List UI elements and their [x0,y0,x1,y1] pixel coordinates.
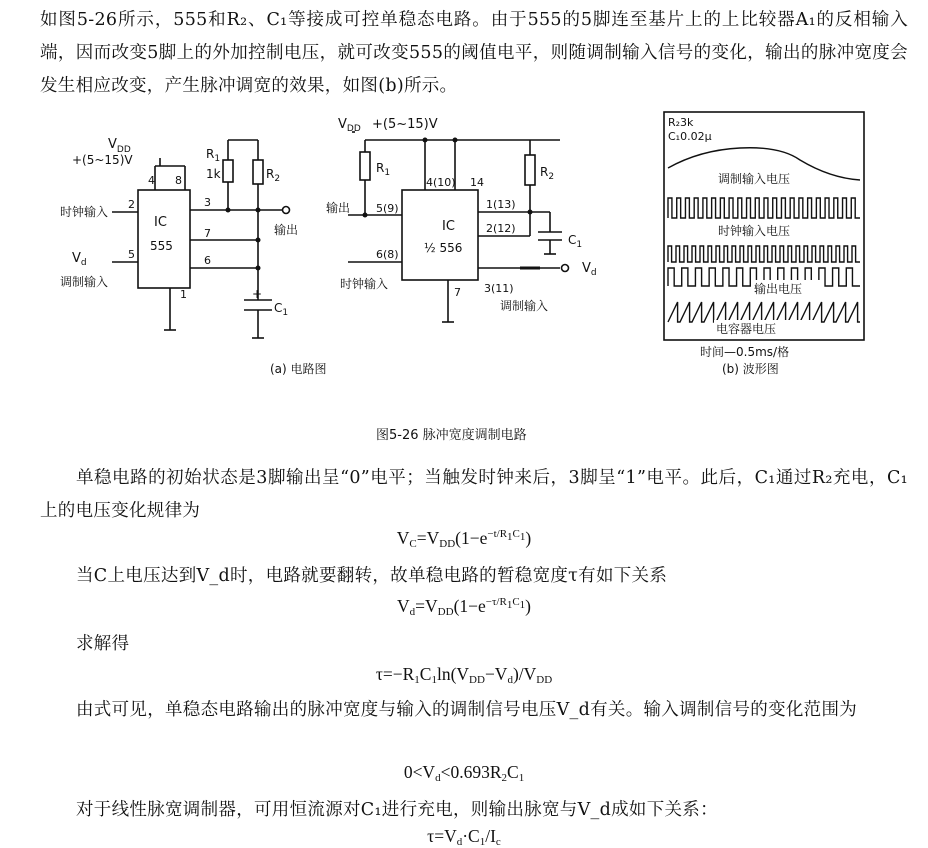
svg-text:VDD: $V_{DD}$ [108,137,131,155]
svg-text:C1: $C_1$ [274,301,289,318]
svg-text:+: + [252,287,263,301]
figure-caption: 图5-26 脉冲宽度调制电路 [376,428,527,443]
svg-text:7: 7 [454,286,461,299]
svg-text:Vd: $V_d$ [582,261,597,278]
equation-2: $V_d=V_{DD}(1-e^{-\tau/R_1C_1})$ [397,596,531,618]
intro-paragraph: 如图5-26所示，555和R₂、C₁等接成可控单稳态电路。由于555的5脚连至基片上的上比较器A₁的反相输入端，因而改变5脚上的外加控制电压，就可改变555的阈值电平，则随调制输入信号的变化，输出的脉冲宽度会发生相应改变，产生脉冲调宽的效果，如图(b)所示。 [40,10,908,96]
svg-text:R1: $R_1$ [376,161,391,178]
svg-text:6(8): 6(8) [376,248,399,261]
svg-text:6: 6 [204,254,211,267]
svg-text:IC: IC [442,219,455,234]
svg-text:输出: 输出 [326,201,351,215]
svg-text:Vd: $V_d$ [72,251,87,268]
svg-text:2: 2 [128,198,135,211]
svg-text:+(5~15)V: +(5~15)V [72,153,133,167]
svg-text:IC: IC [154,215,167,230]
equation-5: $\tau=V_d\cdot C_1/I_c$ [427,826,501,848]
svg-text:电容器电压: 电容器电压 [716,322,777,336]
svg-text:8: 8 [175,174,182,187]
svg-text:5(9): 5(9) [376,202,399,215]
svg-text:时钟输入: 时钟输入 [60,205,109,219]
svg-text:R₂3k: R₂3k [668,116,694,129]
svg-text:+(5~15)V: +(5~15)V [372,117,438,132]
para-2: 单稳电路的初始状态是3脚输出呈“0”电平；当触发时钟来后，3脚呈“1”电平。此后，C₁通过R₂充电，C₁上的电压变化规律为 [40,468,908,521]
svg-text:1k: 1k [206,167,221,181]
svg-text:时钟输入: 时钟输入 [340,277,389,291]
svg-text:7: 7 [204,227,211,240]
svg-text:R2: $R_2$ [540,165,555,182]
equation-1: $V_C=V_{DD}(1-e^{-t/R_1C_1})$ [396,528,532,550]
svg-text:时钟输入电压: 时钟输入电压 [718,224,791,238]
para-4: 求解得 [76,634,130,654]
svg-text:3: 3 [204,196,211,209]
svg-text:5: 5 [128,248,135,261]
svg-text:(b) 波形图: (b) 波形图 [722,362,779,376]
para-5: 由式可见，单稳态电路输出的脉冲宽度与输入的调制信号电压V_d有关。输入调制信号的变化范围为 [76,700,858,720]
svg-text:3(11): 3(11) [484,282,514,295]
svg-text:输出: 输出 [274,223,299,237]
svg-text:C₁0.02μ: C₁0.02μ [668,130,712,143]
svg-text:输出电压: 输出电压 [754,282,803,296]
ic-556-box [402,190,478,280]
svg-text:2(12): 2(12) [486,222,516,235]
svg-text:R1: $R_1$ [206,147,221,164]
svg-text:1(13): 1(13) [486,198,516,211]
svg-text:4(10): 4(10) [426,176,456,189]
equation-4: $0<V_d<0.693R_2C_1$ [403,762,525,784]
svg-text:调制输入电压: 调制输入电压 [718,172,791,186]
para-3: 当C上电压达到V_d时，电路就要翻转，故单稳电路的暂稳宽度τ有如下关系 [76,566,668,586]
svg-text:1: 1 [180,288,187,301]
figure-5-26 [0,0,928,400]
svg-text:½ 556: ½ 556 [424,241,463,255]
equation-3: $\tau=-R_1C_1\ln(V_{DD}-V_d)/V_{DD}$ [375,664,553,686]
svg-text:4: 4 [148,174,155,187]
svg-text:VDD: $V_{DD}$ [338,117,361,134]
svg-text:调制输入: 调制输入 [500,299,549,313]
svg-text:C1: $C_1$ [568,233,583,250]
svg-text:调制输入: 调制输入 [60,275,109,289]
svg-text:R2: $R_2$ [266,167,281,184]
para-6: 对于线性脉宽调制器，可用恒流源对C₁进行充电，则输出脉宽与V_d成如下关系： [76,800,718,820]
svg-text:14: 14 [470,176,484,189]
svg-text:时间—0.5ms/格: 时间—0.5ms/格 [700,345,790,359]
svg-text:(a) 电路图: (a) 电路图 [270,362,327,376]
svg-text:555: 555 [150,239,173,253]
